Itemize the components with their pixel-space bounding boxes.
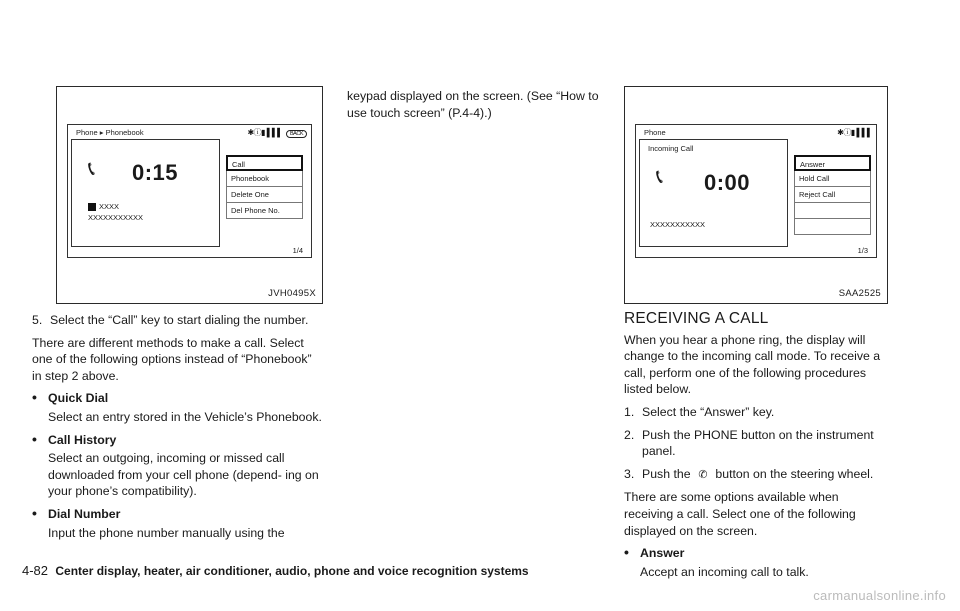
continuation-text: keypad displayed on the screen. (See “How to use touch screen” (P.4-4).) — [347, 89, 599, 120]
figure-incoming-call — [624, 86, 888, 304]
watermark: carmanualsonline.info — [813, 588, 946, 603]
menu-item-phonebook: Phonebook — [226, 171, 303, 187]
step-text: Select the “Answer” key. — [642, 404, 775, 419]
phone-handset-icon: 📞︎ — [656, 166, 663, 188]
step-text: Select the “Call” key to start dialing the number. — [50, 313, 309, 327]
page-footer — [22, 563, 529, 578]
option-quick-dial-desc: Select an entry stored in the Vehicle’s Phonebook. — [48, 409, 322, 424]
contact-number: XXXXXXXXXXX — [88, 213, 144, 222]
figure-phonebook-call — [56, 86, 323, 304]
contact-name: XXXX — [88, 202, 119, 211]
figure-id: SAA2525 — [838, 288, 881, 299]
chapter-title: Center display, heater, air conditioner, audio, phone and voice recognition systems — [55, 564, 529, 578]
step-text: Push the PHONE button on the instrument panel. — [642, 427, 874, 459]
step-text-b: button on the steering wheel. — [715, 466, 874, 481]
status-icons — [837, 127, 872, 138]
step-2 — [624, 427, 886, 460]
menu-item-answer: Answer — [794, 155, 871, 171]
screen-title: Phone — [644, 128, 666, 137]
phone-handset-icon: 📞︎ — [88, 158, 95, 180]
back-button: BACK — [286, 130, 307, 138]
call-timer: 0:15 — [132, 160, 179, 185]
call-info-panel — [71, 139, 220, 247]
figure-id: JVH0495X — [268, 288, 316, 299]
menu-item-reject-call: Reject Call — [794, 187, 871, 203]
option-answer: • Answer — [624, 545, 886, 562]
text-column-3 — [624, 311, 886, 586]
option-call-history-desc: Select an outgoing, incoming or missed call downloaded from your cell phone (depend- ing on your phone’s compatibility). — [48, 451, 319, 499]
display-screen — [635, 124, 877, 258]
menu-item-empty — [794, 203, 871, 219]
step-number: 5. — [32, 313, 43, 327]
menu-item-empty — [794, 219, 871, 235]
bluetooth-signal-icon: ✱ⓘ▮ ▌▌▌ — [837, 128, 872, 137]
incoming-call-label: Incoming Call — [648, 144, 694, 153]
page-indicator: 1/4 — [292, 246, 303, 255]
call-info-panel — [639, 139, 788, 247]
caller-number: XXXXXXXXXXX — [650, 220, 706, 229]
menu-item-hold-call: Hold Call — [794, 171, 871, 187]
call-timer: 0:00 — [704, 170, 751, 195]
status-icons — [247, 127, 307, 138]
page-indicator: 1/3 — [857, 246, 868, 255]
step-number: 2. — [624, 427, 635, 442]
option-quick-dial: • Quick Dial — [32, 390, 322, 407]
option-dial-number: • Dial Number — [32, 506, 322, 523]
menu-item-delete-one: Delete One — [226, 187, 303, 203]
option-answer-desc: Accept an incoming call to talk. — [640, 564, 809, 579]
methods-intro: There are different methods to make a call. Select one of the following options instead of “Phonebook” in step 2 above. — [32, 335, 312, 383]
step-number: 1. — [624, 404, 635, 419]
step-1 — [624, 404, 886, 421]
step-3 — [624, 466, 886, 484]
receiving-intro: When you hear a phone ring, the display will change to the incoming call mode. To receive a call, perform one of the following procedures listed below. — [624, 332, 881, 397]
page-number: 4-82 — [22, 563, 49, 578]
phone-menu — [226, 139, 303, 245]
bluetooth-signal-icon: ✱ⓘ▮ ▌▌▌ — [247, 128, 283, 137]
display-screen — [67, 124, 312, 258]
step-5 — [32, 312, 322, 329]
phone-menu — [794, 139, 871, 245]
options-intro: There are some options available when receiving a call. Select one of the following displayed on the screen. — [624, 490, 856, 538]
screen-title: Phone ▸ Phonebook — [76, 128, 144, 137]
menu-item-call: Call — [226, 155, 303, 171]
section-heading: RECEIVING A CALL — [624, 310, 769, 327]
text-column-2 — [347, 88, 605, 127]
menu-item-del-phone-no: Del Phone No. — [226, 203, 303, 219]
steering-wheel-phone-icon: ✆ — [698, 468, 708, 481]
step-text-a: Push the — [642, 466, 691, 481]
contact-card-icon — [88, 203, 96, 211]
option-dial-number-desc: Input the phone number manually using the — [48, 525, 285, 540]
text-column-1 — [32, 312, 322, 547]
step-number: 3. — [624, 466, 635, 481]
option-call-history: • Call History — [32, 432, 322, 449]
